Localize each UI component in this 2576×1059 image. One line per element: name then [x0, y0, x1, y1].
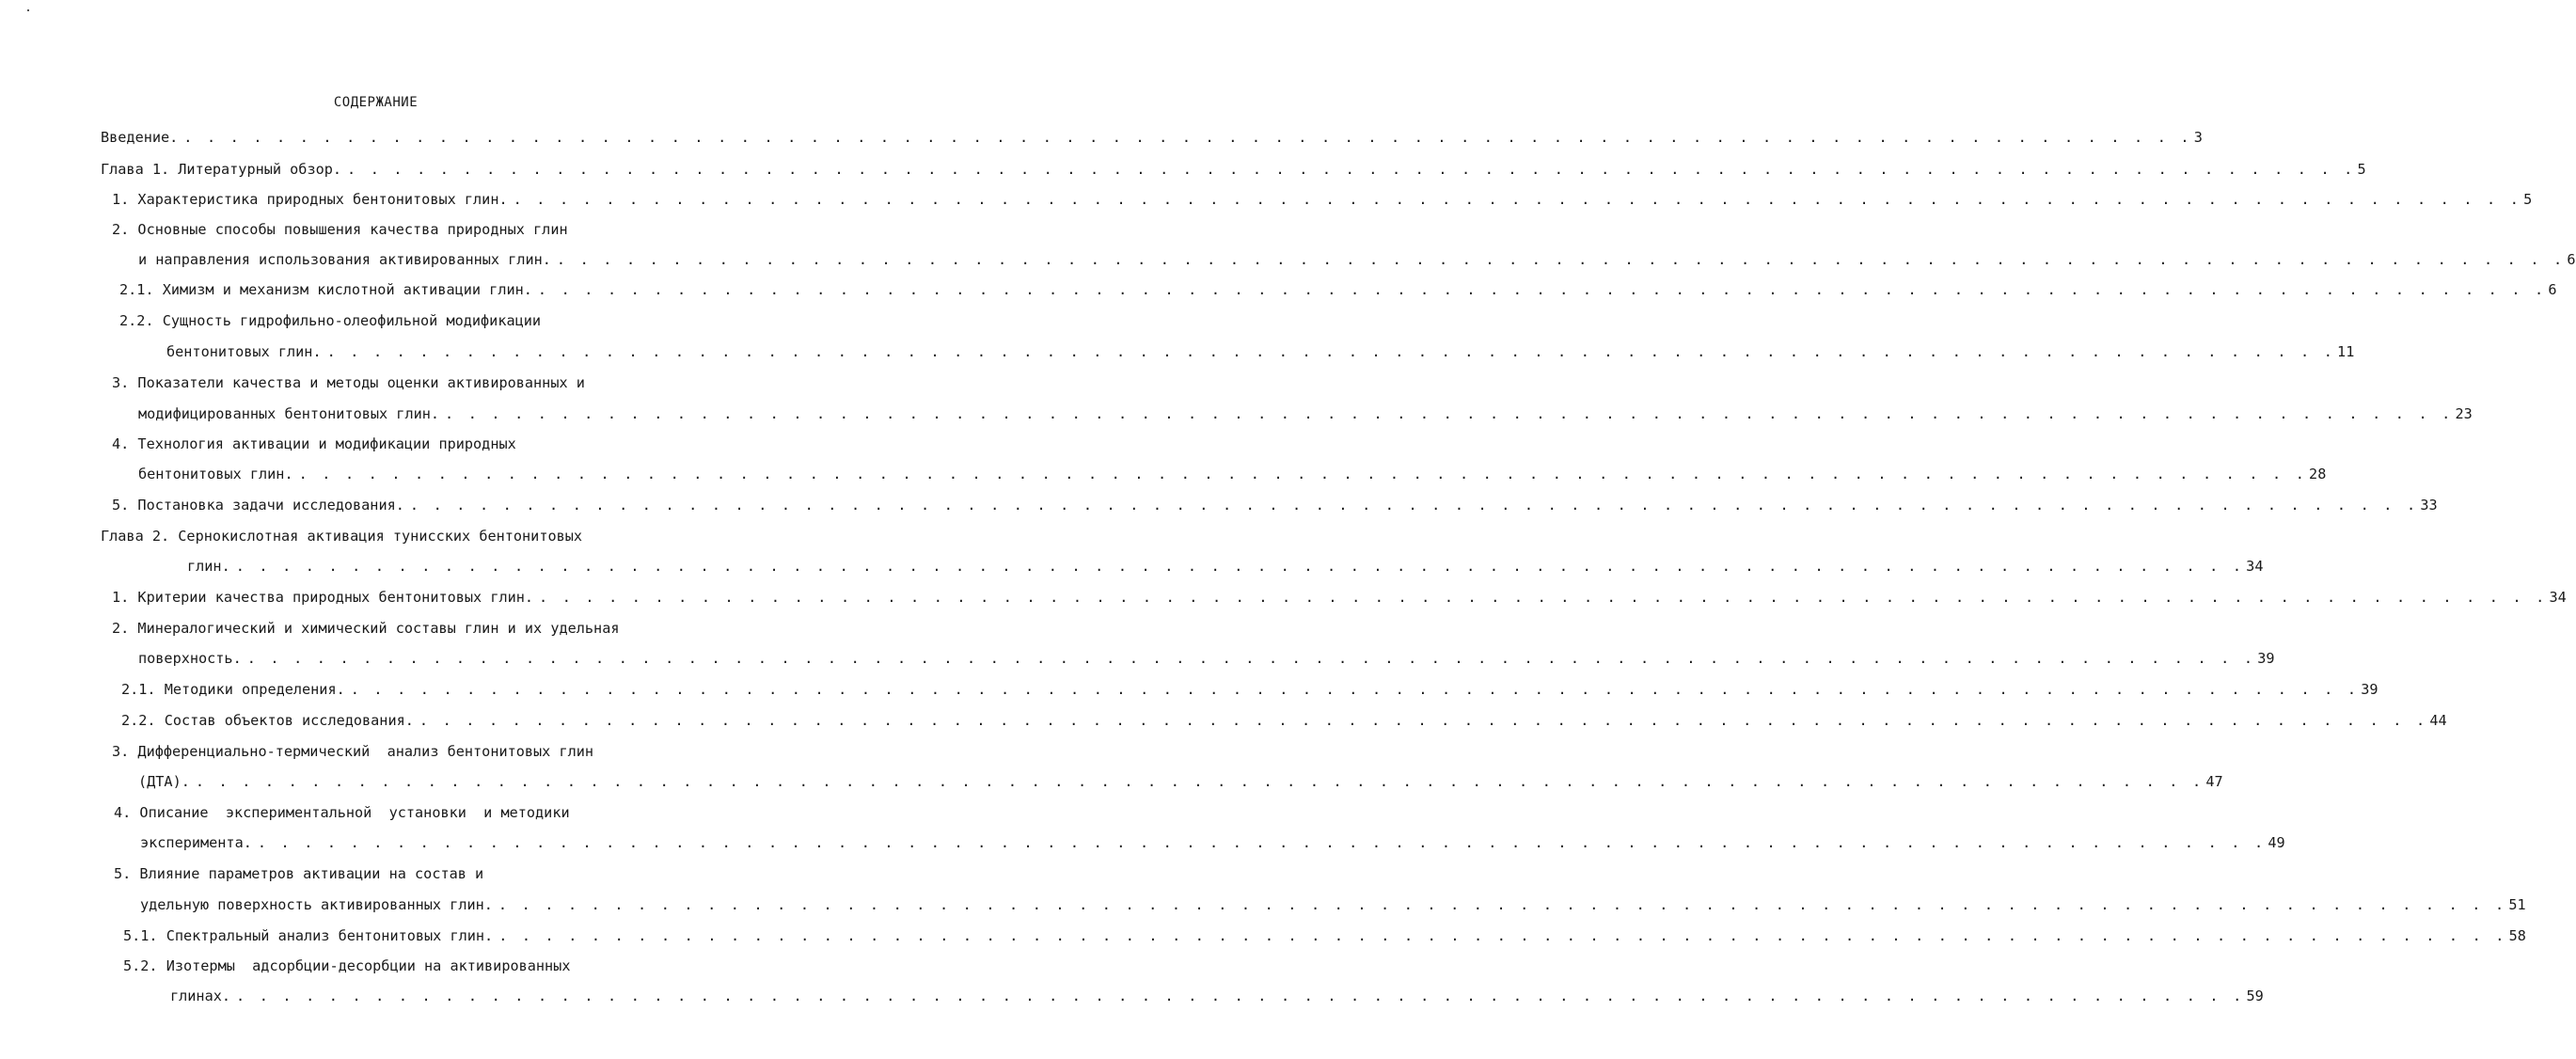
- toc-entry-1-2: [138, 249, 2576, 270]
- toc-entry-text: 2.1. Методики определения.: [121, 681, 345, 698]
- toc-entry-1-4-line1: 4. Технология активации и модификации природных: [112, 435, 516, 452]
- toc-entry-2-sec-4: [140, 832, 2285, 853]
- toc-page-number: 5: [2357, 161, 2366, 178]
- toc-page-number: 5: [2523, 191, 2533, 208]
- toc-page-number: 23: [2455, 405, 2473, 422]
- leader-dots: . . . . . . . . . . . . . . . . . . . . . . . . . . . . . . . . . . . . . . . . . . . . . . . . . . . . . . . . . . . . . . . . . . . . . . . . . . . . . . . . . . . . . . .: [347, 161, 2356, 178]
- toc-entry-text: Глава 1. Литературный обзор.: [101, 161, 342, 178]
- toc-entry-2-sec-3-line1: 3. Дифференциально-термический анализ бентонитовых глин: [112, 743, 594, 760]
- toc-entry-chapter-1: [101, 159, 2366, 180]
- scan-speck: [27, 9, 29, 11]
- toc-entry-text: 5.1. Спектральный анализ бентонитовых глин.: [123, 927, 494, 944]
- toc-page-number: 34: [2246, 558, 2264, 575]
- toc-entry-text: Введение.: [101, 129, 179, 146]
- toc-entry-2-sec-3: [138, 771, 2223, 792]
- toc-page-number: 6: [2567, 251, 2576, 268]
- toc-entry-text: бентонитовых глин.: [138, 466, 293, 482]
- leader-dots: . . . . . . . . . . . . . . . . . . . . . . . . . . . . . . . . . . . . . . . . . . . . . . . . . . . . . . . . . . . . . . . . . . . . . . . . . . . . . . . . . . . . . . .: [183, 129, 2192, 146]
- leader-dots: . . . . . . . . . . . . . . . . . . . . . . . . . . . . . . . . . . . . . . . . . . . . . . . . . . . . . . . . . . . . . . . . . . . . . . . . . . . . . . . . . . . . . . .: [419, 712, 2428, 729]
- toc-entry-2-sec-5-2-line1: 5.2. Изотермы адсорбции-десорбции на активированных: [123, 957, 571, 974]
- toc-entry-1-4: [138, 464, 2327, 484]
- leader-dots: . . . . . . . . . . . . . . . . . . . . . . . . . . . . . . . . . . . . . . . . . . . . . . . . . . . . . . . . . . . . . . . . . . . . . . . . . . . . . . . . . . . . . . .: [498, 927, 2507, 944]
- toc-entry-2-sec-5-line1: 5. Влияние параметров активации на состав и: [114, 865, 484, 882]
- leader-dots: . . . . . . . . . . . . . . . . . . . . . . . . . . . . . . . . . . . . . . . . . . . . . . . . . . . . . . . . . . . . . . . . . . . . . . . . . . . . . . . . . . . . . . .: [326, 343, 2336, 360]
- leader-dots: . . . . . . . . . . . . . . . . . . . . . . . . . . . . . . . . . . . . . . . . . . . . . . . . . . . . . . . . . . . . . . . . . . . . . . . . . . . . . . . . . . . . . . .: [298, 466, 2308, 482]
- toc-entry-introduction: [101, 127, 2203, 148]
- toc-page-number: 3: [2193, 129, 2203, 146]
- toc-page-number: 49: [2268, 834, 2285, 851]
- toc-entry-text: поверхность.: [138, 650, 242, 667]
- leader-dots: . . . . . . . . . . . . . . . . . . . . . . . . . . . . . . . . . . . . . . . . . . . . . . . . . . . . . . . . . . . . . . . . . . . . . . . . . . . . . . . . . . . . . . .: [350, 681, 2360, 698]
- toc-entry-text: 1. Характеристика природных бентонитовых глин.: [112, 191, 508, 208]
- toc-page-number: 28: [2309, 466, 2327, 482]
- toc-entry-2-2-line1: 2.2. Сущность гидрофильно-олеофильной модификации: [119, 312, 542, 329]
- toc-entry-text: 1. Критерии качества природных бентонитовых глин.: [112, 589, 534, 606]
- toc-entry-text: модифицированных бентонитовых глин.: [138, 405, 440, 422]
- toc-entry-1-3-line1: 3. Показатели качества и методы оценки активированных и: [112, 374, 585, 391]
- toc-entry-text: эксперимента.: [140, 834, 252, 851]
- toc-page-number: 59: [2246, 988, 2264, 1004]
- toc-title: СОДЕРЖАНИЕ: [333, 95, 419, 110]
- toc-entry-1-5: [112, 495, 2438, 515]
- toc-entry-text: бентонитовых глин.: [166, 343, 322, 360]
- toc-entry-text: глин.: [187, 558, 230, 575]
- toc-entry-1-3: [138, 403, 2473, 424]
- toc-entry-text: глинах.: [170, 988, 231, 1004]
- toc-page-number: 34: [2549, 589, 2567, 606]
- toc-entry-2-sec-4-line1: 4. Описание экспериментальной установки и методики: [114, 804, 570, 821]
- leader-dots: . . . . . . . . . . . . . . . . . . . . . . . . . . . . . . . . . . . . . . . . . . . . . . . . . . . . . . . . . . . . . . . . . . . . . . . . . . . . . . . . . . . . . . .: [513, 191, 2522, 208]
- toc-entry-1-1: [112, 189, 2533, 210]
- leader-dots: . . . . . . . . . . . . . . . . . . . . . . . . . . . . . . . . . . . . . . . . . . . . . . . . . . . . . . . . . . . . . . . . . . . . . . . . . . . . . . . . . . . . . . .: [537, 281, 2547, 298]
- toc-entry-2-sec-1: [112, 587, 2567, 608]
- toc-entry-chapter-2: [187, 556, 2264, 577]
- leader-dots: . . . . . . . . . . . . . . . . . . . . . . . . . . . . . . . . . . . . . . . . . . . . . . . . . . . . . . . . . . . . . . . . . . . . . . . . . . . . . . . . . . . . . . .: [498, 896, 2507, 913]
- leader-dots: . . . . . . . . . . . . . . . . . . . . . . . . . . . . . . . . . . . . . . . . . . . . . . . . . . . . . . . . . . . . . . . . . . . . . . . . . . . . . . . . . . . . . . .: [409, 497, 2419, 514]
- toc-page-number: 44: [2429, 712, 2447, 729]
- toc-entry-text: удельную поверхность активированных глин.: [140, 896, 493, 913]
- leader-dots: . . . . . . . . . . . . . . . . . . . . . . . . . . . . . . . . . . . . . . . . . . . . . . . . . . . . . . . . . . . . . . . . . . . . . . . . . . . . . . . . . . . . . . .: [235, 558, 2245, 575]
- toc-entry-text: (ДТА).: [138, 773, 190, 790]
- toc-entry-text: 5. Постановка задачи исследования.: [112, 497, 404, 514]
- toc-entry-1-2-line1: 2. Основные способы повышения качества природных глин: [112, 221, 568, 238]
- toc-page-number: 6: [2548, 281, 2557, 298]
- toc-page-number: 39: [2257, 650, 2275, 667]
- toc-page-number: 58: [2508, 927, 2526, 944]
- toc-page-number: 39: [2361, 681, 2378, 698]
- toc-entry-2-sec-2-1: [121, 679, 2378, 700]
- leader-dots: . . . . . . . . . . . . . . . . . . . . . . . . . . . . . . . . . . . . . . . . . . . . . . . . . . . . . . . . . . . . . . . . . . . . . . . . . . . . . . . . . . . . . . .: [556, 251, 2566, 268]
- toc-page-number: 51: [2508, 896, 2526, 913]
- leader-dots: . . . . . . . . . . . . . . . . . . . . . . . . . . . . . . . . . . . . . . . . . . . . . . . . . . . . . . . . . . . . . . . . . . . . . . . . . . . . . . . . . . . . . . .: [195, 773, 2205, 790]
- leader-dots: . . . . . . . . . . . . . . . . . . . . . . . . . . . . . . . . . . . . . . . . . . . . . . . . . . . . . . . . . . . . . . . . . . . . . . . . . . . . . . . . . . . . . . .: [445, 405, 2454, 422]
- toc-entry-2-sec-5-2: [170, 986, 2264, 1006]
- toc-entry-2-sec-2-line1: 2. Минералогический и химический составы глин и их удельная: [112, 620, 620, 637]
- toc-entry-text: и направления использования активированных глин.: [138, 251, 551, 268]
- toc-entry-chapter-2-line1: Глава 2. Сернокислотная активация тунисских бентонитовых: [101, 528, 583, 545]
- leader-dots: . . . . . . . . . . . . . . . . . . . . . . . . . . . . . . . . . . . . . . . . . . . . . . . . . . . . . . . . . . . . . . . . . . . . . . . . . . . . . . . . . . . . . . .: [257, 834, 2267, 851]
- leader-dots: . . . . . . . . . . . . . . . . . . . . . . . . . . . . . . . . . . . . . . . . . . . . . . . . . . . . . . . . . . . . . . . . . . . . . . . . . . . . . . . . . . . . . . .: [236, 988, 2245, 1004]
- toc-entry-2-1: [119, 279, 2557, 300]
- toc-entry-text: 2.1. Химизм и механизм кислотной активации глин.: [119, 281, 532, 298]
- toc-entry-text: 2.2. Состав объектов исследования.: [121, 712, 414, 729]
- toc-entry-2-sec-5-1: [123, 925, 2526, 946]
- toc-page-number: 11: [2337, 343, 2355, 360]
- toc-entry-2-2: [166, 341, 2355, 362]
- leader-dots: . . . . . . . . . . . . . . . . . . . . . . . . . . . . . . . . . . . . . . . . . . . . . . . . . . . . . . . . . . . . . . . . . . . . . . . . . . . . . . . . . . . . . . .: [246, 650, 2256, 667]
- toc-page-number: 47: [2205, 773, 2223, 790]
- toc-entry-2-sec-5: [140, 894, 2526, 915]
- toc-page-number: 33: [2420, 497, 2438, 514]
- leader-dots: . . . . . . . . . . . . . . . . . . . . . . . . . . . . . . . . . . . . . . . . . . . . . . . . . . . . . . . . . . . . . . . . . . . . . . . . . . . . . . . . . . . . . . .: [539, 589, 2548, 606]
- toc-entry-2-sec-2: [138, 648, 2275, 669]
- toc-entry-2-sec-2-2: [121, 710, 2447, 731]
